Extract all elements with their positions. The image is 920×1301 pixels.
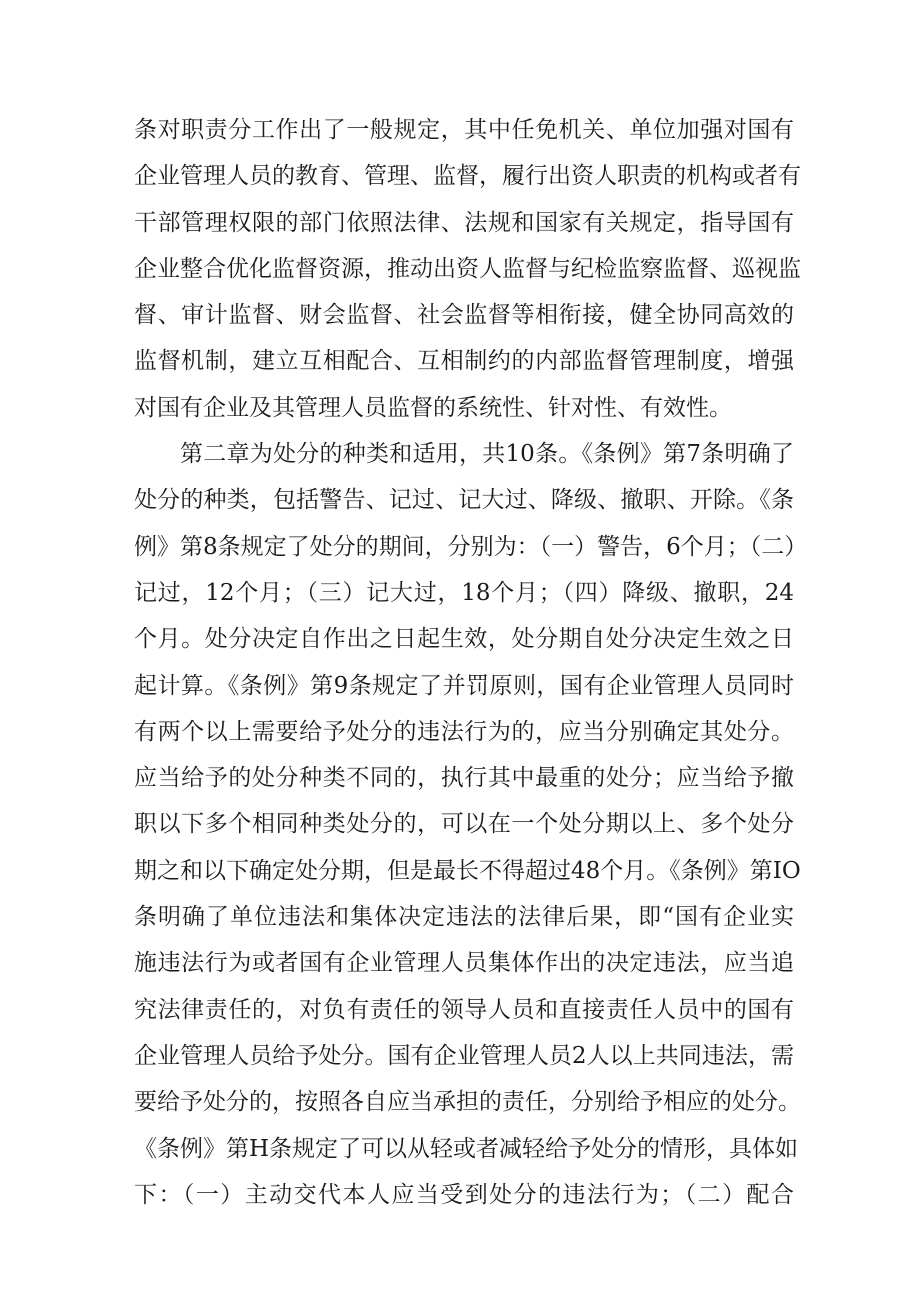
text-line-21: 企业管理人员给予处分。国有企业管理人员2人以上共同违法，需	[134, 1042, 794, 1069]
text-line-19: 施违法行为或者国有企业管理人员集体作出的决定违法，应当追	[134, 950, 794, 977]
text-line-15: 应当给予的处分种类不同的，执行其中最重的处分；应当给予撤	[134, 765, 794, 792]
text-line-23: 《条例》第H条规定了可以从轻或者减轻给予处分的情形，具体如	[134, 1135, 799, 1162]
text-line-4: 企业整合优化监督资源，推动出资人监督与纪检监察监督、巡视监	[134, 255, 801, 282]
text-line-12: 个月。处分决定自作出之日起生效，处分期自处分决定生效之日	[134, 626, 794, 653]
text-line-13: 起计算。《条例》第9条规定了并罚原则，国有企业管理人员同时	[134, 672, 794, 699]
text-line-9: 处分的种类，包括警告、记过、记大过、降级、撤职、开除。《条	[134, 487, 794, 514]
text-line-17: 期之和以下确定处分期，但是最长不得超过48个月。《条例》第IO	[134, 857, 801, 884]
text-line-7: 对国有企业及其管理人员监督的系统性、针对性、有效性。	[134, 394, 732, 421]
text-line-1: 条对职责分工作出了一般规定，其中任免机关、单位加强对国有	[134, 117, 794, 143]
text-line-3: 干部管理权限的部门依照法律、法规和国家有关规定，指导国有	[134, 209, 794, 236]
text-line-22: 要给予处分的，按照各自应当承担的责任，分别给予相应的处分。	[134, 1089, 801, 1116]
text-line-6: 监督机制，建立互相配合、互相制约的内部监督管理制度，增强	[134, 348, 794, 375]
text-line-18: 条明确了单位违法和集体决定违法的法律后果，即“国有企业实	[134, 904, 794, 931]
text-line-16: 职以下多个相同种类处分的，可以在一个处分期以上、多个处分	[134, 811, 794, 838]
text-line-5: 督、审计监督、财会监督、社会监督等相衔接，健全协同高效的	[134, 302, 794, 329]
text-line-2: 企业管理人员的教育、管理、监督，履行出资人职责的机构或者有	[134, 163, 801, 190]
text-line-11: 记过，12个月；（三）记大过，18个月；（四）降级、撤职，24	[134, 579, 794, 606]
text-line-8: 第二章为处分的种类和适用，共10条。《条例》第7条明确了	[180, 441, 794, 468]
text-line-20: 究法律责任的，对负有责任的领导人员和直接责任人员中的国有	[134, 996, 794, 1023]
text-line-10: 例》第8条规定了处分的期间，分别为：（一）警告，6个月；（二）	[134, 533, 808, 560]
body-text	[134, 107, 808, 1218]
text-line-24: 下：（一）主动交代本人应当受到处分的违法行为；（二）配合	[134, 1181, 794, 1208]
text-line-14: 有两个以上需要给予处分的违法行为的，应当分别确定其处分。	[134, 718, 794, 745]
